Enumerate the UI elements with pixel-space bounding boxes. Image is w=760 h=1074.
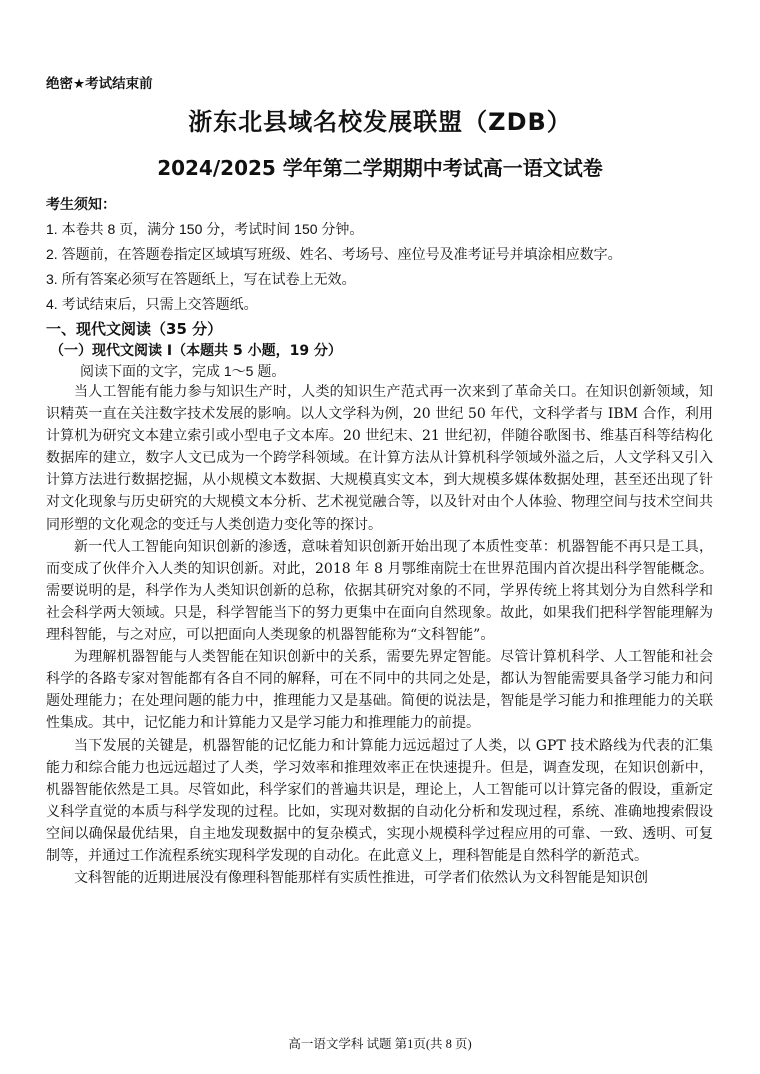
passage-paragraph-5: 文科智能的近期进展没有像理科智能那样有实质性推进，可学者们依然认为文科智能是知识创	[74, 870, 648, 887]
passage-paragraph-3: 为理解机器智能与人类智能在知识创新中的关系，需要先界定智能。尽管计算机科学、人工智能和社会科学的各路专家对智能都有各自不同的解释，可在不同中的共同之处是，都认为智能需要具备学习能力和问题处理能力；在处理问题的能力中，推理能力又是基础。简便的说法是，智能是学习能力和推理能力的关联性集成。其中，记忆能力和计算能力又是学习能力和推理能力的前提。	[46, 649, 713, 732]
exam-title: 浙东北县域名校发展联盟（ZDB）	[188, 108, 572, 136]
section-heading: 一、现代文阅读（35 分）	[46, 320, 223, 338]
notice-heading: 考生须知：	[46, 197, 116, 213]
notice-item-3: 3. 所有答案必须写在答题纸上，写在试卷上无效。	[46, 271, 356, 287]
exam-subtitle: 2024/2025 学年第二学期期中考试高一语文试卷	[157, 156, 603, 180]
reading-passage	[46, 381, 713, 889]
passage-paragraph-1: 当人工智能有能力参与知识生产时，人类的知识生产范式再一次来到了革命关口。在知识创新领域，知识精英一直在关注数字技术发展的影响。以人文学科为例，20 世纪 50 年代，文科学者与 IBM 合作，利用计算机为研究文本建立索引或小型电子文本库。20 世纪末、21 世纪初，伴随谷歌图书、维基百科等结构化数据库的建立，数字人文已成为一个跨学科领域。在计算方法从计算机科学领域外溢之后，人文学科又引入计算方法进行数据挖掘，从小规模文本数据、大规模真实文本，到大规模多媒体数据处理，甚至还出现了针对文化现象与历史研究的大规模文本分析、艺术视觉融合等，以及针对由个人体验、物理空间与技术空间共同形塑的文化观念的变迁与人类创造力变化等的探讨。	[46, 384, 713, 533]
secret-label: 绝密★考试结束前	[46, 76, 153, 92]
page-footer: 高一语文学科 试题 第1页(共 8 页)	[288, 1037, 472, 1051]
passage-paragraph-2: 新一代人工智能向知识创新的渗透，意味着知识创新开始出现了本质性变革：机器智能不再只是工具，而变成了伙伴介入人类的知识创新。对此，2018 年 8 月鄂维南院士在世界范围内首次提出科学智能概念。需要说明的是，科学作为人类知识创新的总称，依据其研究对象的不同，学界传统上将其划分为自然科学和社会科学两大领域。只是，科学智能当下的努力更集中在面向自然现象。故此，如果我们把科学智能理解为理科智能，与之对应，可以把面向人类现象的机器智能称为“文科智能”。	[46, 538, 713, 644]
notice-item-4: 4. 考试结束后，只需上交答题纸。	[46, 296, 258, 312]
subsection-heading: （一）现代文阅读 I（本题共 5 小题，19 分）	[50, 343, 342, 359]
notice-item-2: 2. 答题前，在答题卷指定区域填写班级、姓名、考场号、座位号及准考证号并填涂相应数字。	[46, 246, 622, 262]
notice-item-1: 1. 本卷共 8 页，满分 150 分，考试时间 150 分钟。	[46, 221, 364, 237]
reading-instruction: 阅读下面的文字，完成 1～5 题。	[80, 363, 286, 379]
passage-paragraph-4: 当下发展的关键是，机器智能的记忆能力和计算能力远远超过了人类，以 GPT 技术路线为代表的汇集能力和综合能力也远远超过了人类，学习效率和推理效率正在快速提升。但是，调查发现，在知识创新中，机器智能依然是工具。尽管如此，科学家们的普遍共识是，理论上，人工智能可以计算完备的假设，重新定义科学直觉的本质与科学发现的过程。比如，实现对数据的自动化分析和发现过程，系统、准确地搜索假设空间以确保最优结果，自主地发现数据中的复杂模式，实现小规模科学过程应用的可靠、一致、透明、可复制等，并通过工作流程系统实现科学发现的自动化。在此意义上，理科智能是自然科学的新范式。	[46, 737, 713, 864]
